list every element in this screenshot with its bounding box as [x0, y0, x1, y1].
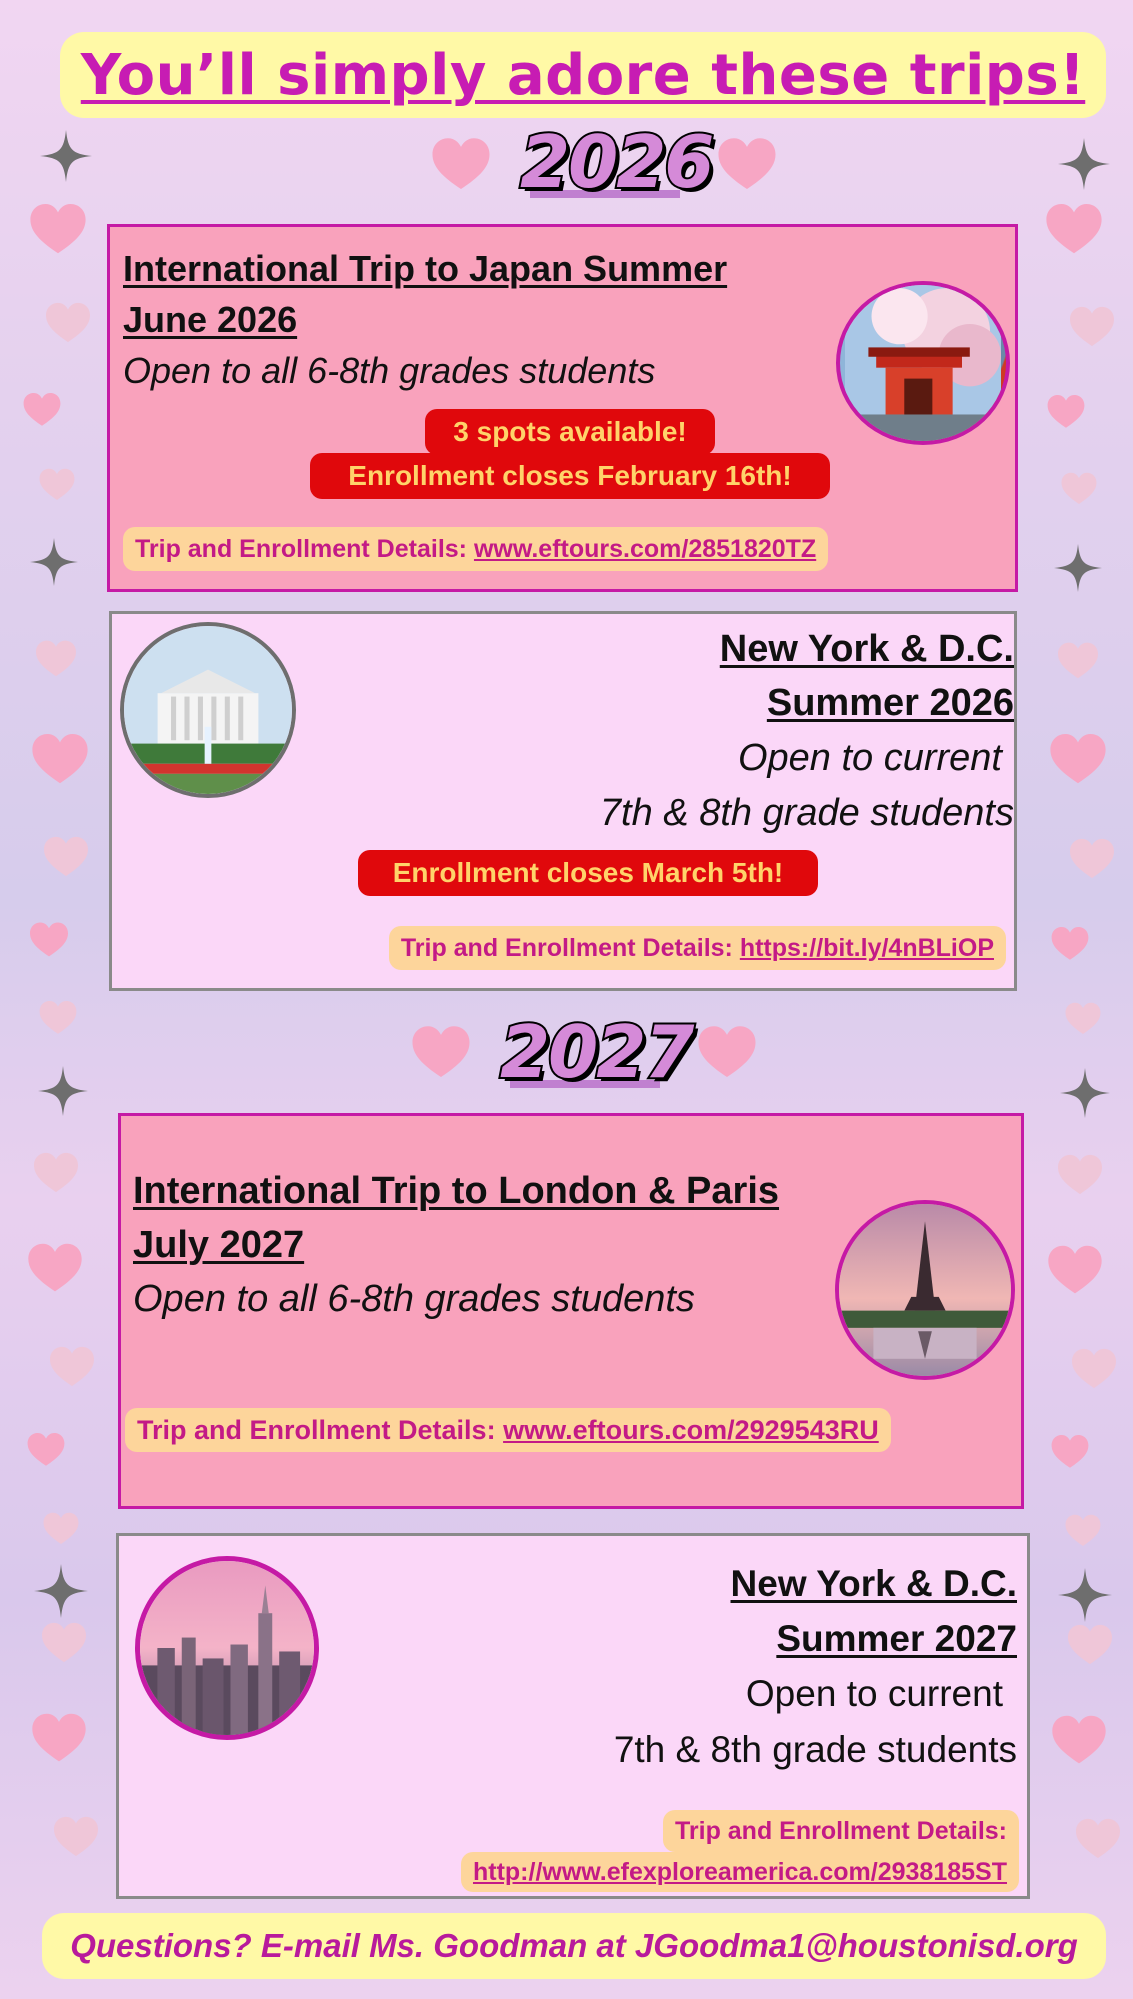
heart-icon: [410, 1022, 472, 1080]
trip-details: [461, 1810, 1019, 1892]
heart-icon: [34, 638, 78, 678]
trip-audience-grades: 7th & 8th grade students: [599, 792, 1014, 834]
heart-icon: [28, 920, 70, 958]
trip-heading-date: July 2027: [133, 1224, 305, 1266]
heart-icon: [1050, 924, 1090, 962]
heart-icon: [1044, 200, 1104, 256]
heart-icon: [42, 1510, 80, 1546]
details-label: Trip and Enrollment Details:: [137, 1415, 496, 1445]
heart-icon: [26, 1430, 66, 1468]
trip-card-japan: [107, 224, 1018, 592]
eiffel-tower-photo: [835, 1200, 1015, 1380]
details-label: Trip and Enrollment Details:: [400, 934, 733, 962]
trip-heading-date: Summer 2027: [776, 1618, 1017, 1659]
trip-audience-grades: 7th & 8th grade students: [613, 1729, 1017, 1770]
details-label: Trip and Enrollment Details:: [135, 535, 467, 563]
trip-details: [123, 527, 828, 571]
skyline-icon: [140, 1561, 314, 1735]
trip-details-link[interactable]: www.eftours.com/2929543RU: [503, 1415, 879, 1445]
heart-icon: [1070, 1346, 1118, 1390]
trip-heading-date: Summer 2026: [766, 682, 1014, 724]
heart-icon: [26, 1240, 84, 1294]
enrollment-deadline-badge: Enrollment closes March 5th!: [358, 850, 818, 896]
heart-icon: [1046, 392, 1086, 430]
heart-icon: [1050, 1432, 1090, 1470]
heart-icon: [1048, 730, 1108, 786]
heart-icon: [38, 998, 78, 1036]
white-house-icon: [124, 626, 292, 794]
heart-icon: [1050, 1712, 1108, 1766]
trip-audience: Open to all 6-8th grades students: [133, 1278, 695, 1320]
heart-icon: [1068, 836, 1116, 880]
year-heading-2026: 2026: [520, 120, 713, 204]
eiffel-tower-icon: [839, 1204, 1011, 1376]
heart-icon: [30, 1710, 88, 1764]
heart-icon: [1046, 1242, 1104, 1296]
trip-audience: Open to current: [737, 737, 1002, 779]
heart-icon: [38, 466, 76, 502]
heart-icon: [696, 1022, 758, 1080]
heart-icon: [32, 1150, 80, 1194]
contact-text[interactable]: Questions? E-mail Ms. Goodman at JGoodma1@houstonisd.org: [70, 1927, 1078, 1964]
heart-icon: [430, 134, 492, 192]
trip-heading: International Trip to London & Paris: [133, 1170, 780, 1212]
trip-audience: Open to all 6-8th grades students: [123, 350, 656, 391]
year-heading-2027: 2027: [500, 1010, 693, 1094]
heart-icon: [22, 390, 62, 428]
heart-icon: [1064, 1512, 1102, 1548]
heart-icon: [40, 1620, 88, 1664]
trip-details-link[interactable]: http://www.efexploreamerica.com/2938185ST: [472, 1858, 1007, 1886]
trip-details-link[interactable]: www.eftours.com/2851820TZ: [473, 535, 817, 563]
sparkle-icon: [1054, 544, 1102, 592]
heart-icon: [30, 730, 90, 786]
sparkle-icon: [40, 130, 92, 182]
sparkle-icon: [38, 1066, 88, 1116]
heart-icon: [1064, 1000, 1102, 1036]
spots-available-badge: 3 spots available!: [425, 409, 715, 455]
white-house-photo: [120, 622, 296, 798]
trip-details-link[interactable]: https://bit.ly/4nBLiOP: [739, 934, 994, 962]
heart-icon: [1056, 640, 1100, 680]
heart-icon: [1068, 304, 1116, 348]
trip-audience: Open to current: [745, 1673, 1003, 1714]
contact-footer: [42, 1913, 1106, 1979]
sparkle-icon: [34, 1564, 88, 1618]
details-link-pill: [461, 1852, 1019, 1892]
trip-heading: New York & D.C.: [719, 628, 1014, 670]
trip-card-london-paris: [118, 1113, 1024, 1509]
heart-icon: [716, 134, 778, 192]
trip-details: [125, 1408, 891, 1452]
japan-temple-photo: [836, 281, 1010, 445]
trip-heading: New York & D.C.: [730, 1563, 1017, 1604]
sparkle-icon: [1058, 1568, 1112, 1622]
details-label-pill: [663, 1810, 1019, 1852]
heart-icon: [42, 834, 90, 878]
heart-icon: [44, 300, 92, 344]
trip-heading: International Trip to Japan Summer: [123, 248, 728, 289]
enrollment-deadline-badge: Enrollment closes February 16th!: [310, 453, 830, 499]
details-label: Trip and Enrollment Details:: [675, 1817, 1007, 1845]
heart-icon: [52, 1814, 100, 1858]
trip-heading-date: June 2026: [123, 299, 298, 340]
page-title: You’ll simply adore these trips!: [80, 42, 1086, 108]
trip-card-nydc-2026: [109, 611, 1017, 991]
trip-card-nydc-2027: [116, 1533, 1030, 1899]
heart-icon: [28, 200, 88, 256]
heart-icon: [48, 1344, 96, 1388]
trip-details: [389, 926, 1006, 970]
heart-icon: [1066, 1622, 1114, 1666]
temple-icon: [840, 285, 1006, 441]
sparkle-icon: [1060, 1068, 1110, 1118]
heart-icon: [1056, 1152, 1104, 1196]
sparkle-icon: [30, 538, 78, 586]
new-york-skyline-photo: [135, 1556, 319, 1740]
heart-icon: [1074, 1816, 1122, 1860]
title-banner: [60, 32, 1106, 118]
heart-icon: [1060, 470, 1098, 506]
sparkle-icon: [1058, 138, 1110, 190]
